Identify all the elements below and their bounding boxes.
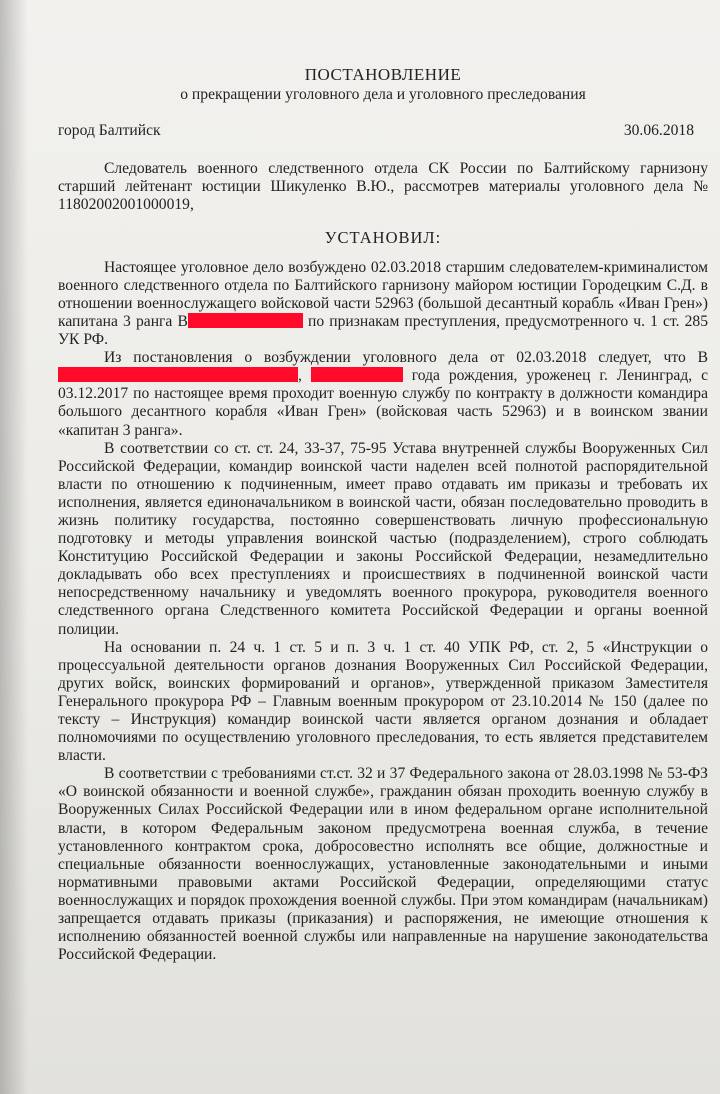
redaction-box: [58, 367, 298, 382]
document-title: ПОСТАНОВЛЕНИЕ: [304, 65, 462, 84]
date: 30.06.2018: [623, 122, 694, 140]
redaction-box: [188, 313, 303, 328]
paragraph-2: [58, 349, 708, 439]
section-heading: УСТАНОВИЛ:: [324, 227, 442, 247]
paragraph-2-text-b: ,: [298, 367, 311, 385]
paragraph-1-text-a: Настоящее уголовное дело возбуждено 02.03.2018 старшим следователем-криминалистом военного следственного отдела по Балтийского гарнизону майором юстиции Городецким С.Д. в отношении военнослужащего войсковой части 52963 (большой десантный корабль «Иван Грен») капитана 3 ранга В: [58, 258, 708, 330]
paragraph-1: [58, 259, 708, 349]
city-date-line: [58, 122, 708, 140]
intro-paragraph: Следователь военного следственного отдела СК России по Балтийскому гарнизону старший лейтенант юстиции Шикуленко В.Ю., рассмотрев материалы уголовного дела № 11802002001000019,: [58, 160, 708, 214]
redaction-box: [311, 367, 403, 382]
paragraph-3: В соответствии со ст. ст. 24, 33-37, 75-95 Устава внутренней службы Вооруженных Сил Российской Федерации, командир воинской части наделен всей полнотой распорядительной власти по отношению к подчиненным, имеет право отдавать им приказы и требовать их исполнения, является единоначальником в воинской части, обязан последовательно проводить в жизнь политику государства, постоянно совершенствовать личную профессиональную подготовку и методы управления воинской частью (подразделением), строго соблюдать Конституцию Российской Федерации и законы Российской Федерации, незамедлительно докладывать обо всех преступлениях и происшествиях в подчиненной воинской части непосредственному начальнику и уведомлять военного прокурора, руководителя военного следственного органа Следственного комитета Российской Федерации и органы военной полиции.: [58, 439, 708, 638]
paragraph-5: В соответствии с требованиями ст.ст. 32 и 37 Федерального закона от 28.03.1998 № 53-ФЗ «О воинской обязанности и военной службе», гражданин обязан проходить военную службу в Вооруженных Силах Российской Федерации или в ином федеральном органе исполнительной власти, в котором Федеральным законом предусмотрена военная служба, в течение установленного контрактом срока, добросовестно исполнять все общие, должностные и специальные обязанности военнослужащих, установленные законодательными и иными нормативными правовыми актами Российской Федерации, определяющими статус военнослужащих и порядок прохождения военной службы. При этом командирам (начальникам) запрещается отдавать приказы (приказания) и распоряжения, не имеющие отношения к исполнению обязанностей военной службы или направленные на нарушение законодательства Российской Федерации.: [58, 765, 708, 964]
document-body: [58, 66, 708, 964]
paragraph-1-text-b: по признакам преступления, предусмотренного ч. 1 ст. 285 УК РФ.: [58, 312, 708, 349]
paragraph-2-text-c: года рождения, уроженец г. Ленинград, с 03.12.2017 по настоящее время проходит военную службу по контракту в должности командира большого десантного корабля «Иван Грен» (войсковая часть 52963) и в воинском звании «капитан 3 ранга».: [58, 367, 708, 439]
page-edge-shadow: [0, 0, 28, 1094]
paragraph-4: На основании п. 24 ч. 1 ст. 5 и п. 3 ч. 1 ст. 40 УПК РФ, ст. 2, 5 «Инструкции о процессуальной деятельности органов дознания Вооруженных Сил Российской Федерации, других войск, воинских формирований и органов», утвержденной приказом Заместителя Генерального прокурора РФ – Главным военным прокурором от 23.10.2014 № 150 (далее по тексту – Инструкция) командир воинской части является органом дознания и обладает полномочиями по осуществлению уголовного преследования, то есть является представителем власти.: [58, 638, 708, 765]
city: город Балтийск: [58, 122, 161, 140]
paragraph-2-text-a: Из постановления о возбуждении уголовного дела от 02.03.2018 следует, что В: [104, 349, 708, 367]
document-subtitle: о прекращении уголовного дела и уголовного преследования: [180, 86, 586, 104]
